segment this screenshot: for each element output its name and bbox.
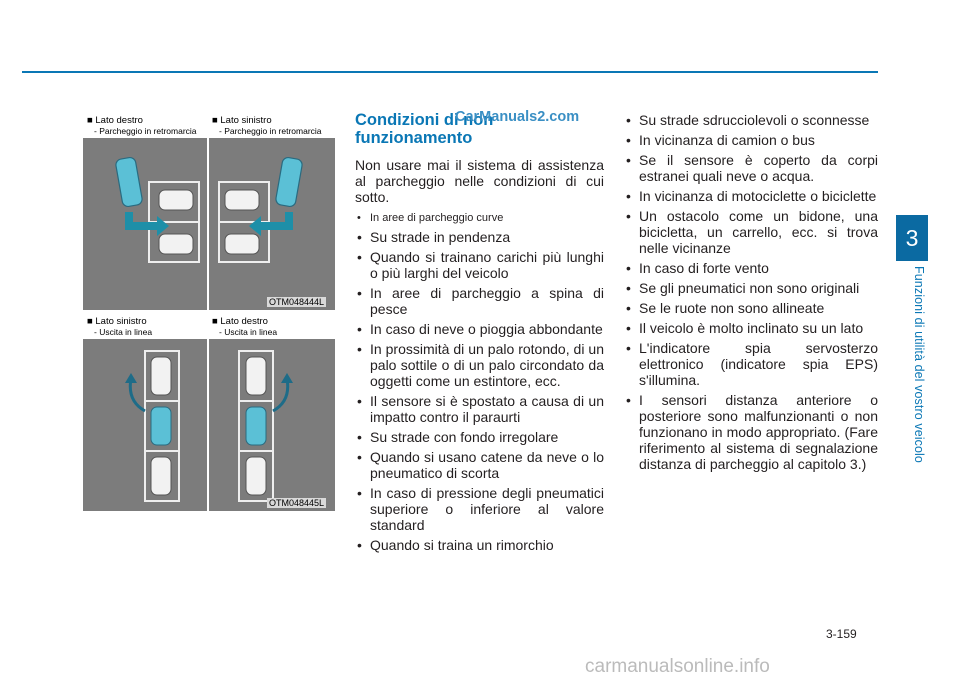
list-item: • Quando si traina un rimorchio [355, 537, 604, 553]
caption-sub: - Parcheggio in retromarcia [219, 126, 322, 136]
list-item: • Quando si trainano carichi più lunghi o più larghi del veicolo [355, 249, 604, 281]
footer-watermark: carmanualsonline.info [585, 656, 770, 677]
reverse-parking-illustration-right [83, 138, 207, 310]
text-column-left [355, 111, 604, 553]
list-item: • L'indicatore spia servosterzo elettronico (indicatore spia EPS) s'illumina. [624, 340, 878, 388]
page-number: 3-159 [826, 627, 857, 641]
caption-title: ■ Lato sinistro [87, 316, 147, 327]
list-item: • I sensori distanza anteriore o posteriore sono malfunzionanti o non funzionano in modo appropriato. (Fare riferimento al sistema di segnalazione distanza di parcheggio al capitolo 3.) [624, 392, 878, 472]
exit-illustration-left [83, 339, 207, 511]
caption-sub: - Uscita in linea [219, 327, 278, 337]
list-item: • Quando si usano catene da neve o lo pneumatico di scorta [355, 449, 604, 481]
header-watermark: CarManuals2.com [455, 109, 580, 125]
figure-caption-top-right [212, 115, 322, 137]
list-item: • Se il sensore è coperto da corpi estranei quali neve o acqua. [624, 152, 878, 184]
caption-sub: - Parcheggio in retromarcia [94, 126, 197, 136]
figure-caption-bottom-right [212, 316, 277, 338]
caption-sub: - Uscita in linea [94, 327, 153, 337]
text-column-right [624, 112, 878, 472]
chapter-title: Funzioni di utilità del vostro veicolo [912, 266, 926, 463]
figure-code-bottom: OTM048445L [269, 498, 325, 508]
reverse-parking-illustration-left [209, 138, 335, 310]
list-item: • In caso di neve o pioggia abbondante [355, 321, 604, 337]
list-item: • Su strade sdrucciolevoli o sconnesse [624, 112, 878, 128]
list-item: • In caso di pressione degli pneumatici superiore o inferiore al valore standard [355, 485, 604, 533]
list-item: • In aree di parcheggio a spina di pesce [355, 285, 604, 317]
conditions-list-2 [624, 112, 878, 472]
conditions-list-1 [355, 211, 604, 553]
figure-code-top: OTM048444L [269, 297, 325, 307]
list-item: • Il sensore si è spostato a causa di un impatto contro il paraurti [355, 393, 604, 425]
list-item: • In caso di forte vento [624, 260, 878, 276]
list-item: • Su strade con fondo irregolare [355, 429, 604, 445]
caption-title: ■ Lato destro [212, 316, 268, 327]
section-heading: Condizioni di non funzionamento [355, 111, 494, 147]
figure-caption-bottom-left [87, 316, 152, 338]
intro-paragraph: Non usare mai il sistema di assistenza al parcheggio nelle condizioni di cui sotto. [355, 157, 604, 205]
figure-caption-top-left [87, 115, 197, 137]
list-item: • Se le ruote non sono allineate [624, 300, 878, 316]
list-item: • Se gli pneumatici non sono originali [624, 280, 878, 296]
list-item: • In vicinanza di motociclette o biciclette [624, 188, 878, 204]
list-item: • Su strade in pendenza [355, 229, 604, 245]
top-rule [22, 71, 878, 73]
list-item: • Il veicolo è molto inclinato su un lato [624, 320, 878, 336]
caption-title: ■ Lato destro [87, 115, 143, 126]
exit-illustration-right [209, 339, 335, 511]
chapter-number-tab: 3 [896, 215, 928, 261]
list-item: • Un ostacolo come un bidone, una bicicletta, un carrello, ecc. si trova nelle vicinanze [624, 208, 878, 256]
caption-title: ■ Lato sinistro [212, 115, 272, 126]
list-item: • In prossimità di un palo rotondo, di un palo sottile o di un palo circondato da oggetti come un estintore, ecc. [355, 341, 604, 389]
list-item: • In vicinanza di camion o bus [624, 132, 878, 148]
list-item: • In aree di parcheggio curve [355, 211, 604, 225]
